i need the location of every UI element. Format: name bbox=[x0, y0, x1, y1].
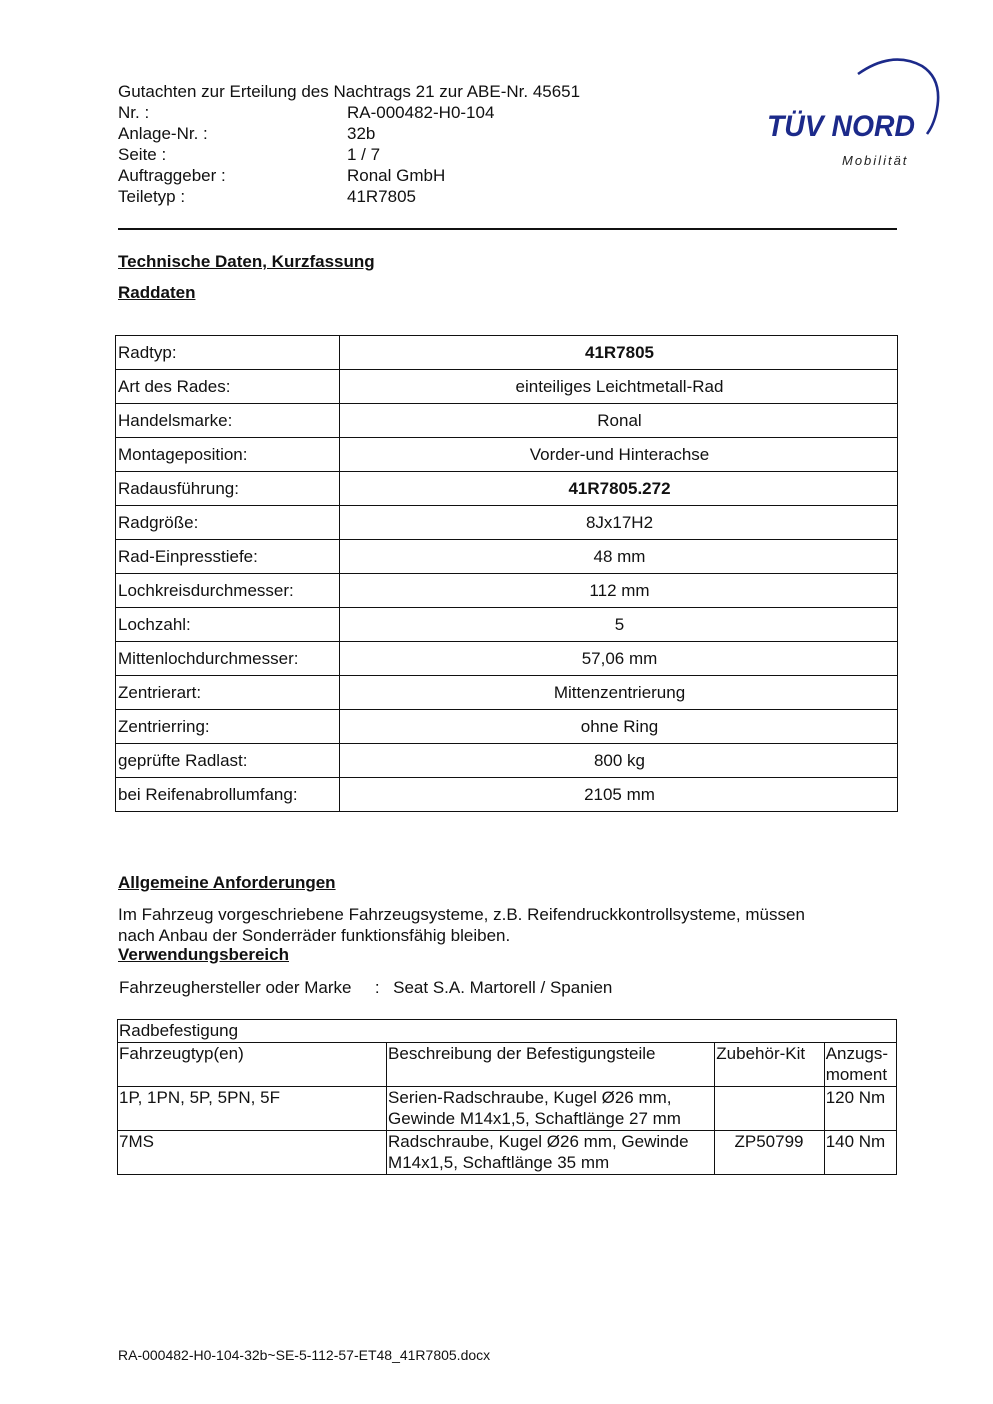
description-line: M14x1,5, Schaftlänge 35 mm bbox=[388, 1153, 610, 1172]
header-row-seite bbox=[118, 144, 380, 165]
header-value: 41R7805 bbox=[347, 187, 417, 206]
wheel-attribute-label: Radtyp: bbox=[116, 336, 340, 370]
wheel-attribute-label: bei Reifenabrollumfang: bbox=[116, 778, 340, 812]
mounting-table bbox=[117, 1019, 897, 1175]
wheel-attribute-value: 5 bbox=[340, 608, 898, 642]
requirements-line: Im Fahrzeug vorgeschriebene Fahrzeugsysteme, z.B. Reifendruckkontrollsysteme, müssen bbox=[118, 905, 805, 924]
footer-filename: RA-000482-H0-104-32b~SE-5-112-57-ET48_41R7805.docx bbox=[118, 1347, 491, 1363]
wheel-attribute-label: Radgröße: bbox=[116, 506, 340, 540]
mounting-title: Radbefestigung bbox=[118, 1020, 897, 1043]
table-row bbox=[116, 404, 898, 438]
wheel-attribute-value: 800 kg bbox=[340, 744, 898, 778]
header-value: RA-000482-H0-104 bbox=[347, 103, 495, 122]
header-label: Seite : bbox=[118, 145, 167, 164]
torque-cell: 140 Nm bbox=[824, 1131, 896, 1175]
wheel-attribute-label: Lochzahl: bbox=[116, 608, 340, 642]
header-value: 32b bbox=[347, 124, 376, 143]
section-technical-title: Technische Daten, Kurzfassung bbox=[118, 252, 375, 271]
logo-brand: TÜV NORD bbox=[767, 110, 915, 143]
table-row bbox=[116, 642, 898, 676]
kit-cell bbox=[715, 1087, 824, 1131]
table-row bbox=[116, 778, 898, 812]
manufacturer-value: Seat S.A. Martorell / Spanien bbox=[393, 978, 613, 997]
description-cell bbox=[387, 1087, 715, 1131]
wheel-attribute-label: Radausführung: bbox=[116, 472, 340, 506]
description-cell bbox=[387, 1131, 715, 1175]
requirements-line: nach Anbau der Sonderräder funktionsfähig bleiben. bbox=[118, 926, 511, 945]
wheel-attribute-label: Zentrierart: bbox=[116, 676, 340, 710]
wheel-attribute-label: Lochkreisdurchmesser: bbox=[116, 574, 340, 608]
section-wheel-title: Raddaten bbox=[118, 283, 196, 302]
manufacturer-separator: : bbox=[374, 978, 380, 997]
vehicle-types-cell: 7MS bbox=[118, 1131, 387, 1175]
wheel-attribute-label: Handelsmarke: bbox=[116, 404, 340, 438]
table-row bbox=[116, 574, 898, 608]
wheel-attribute-value: einteiliges Leichtmetall-Rad bbox=[340, 370, 898, 404]
header-vehicle-types: Fahrzeugtyp(en) bbox=[118, 1043, 387, 1087]
description-line: Radschraube, Kugel Ø26 mm, Gewinde bbox=[388, 1132, 689, 1151]
wheel-attribute-label: geprüfte Radlast: bbox=[116, 744, 340, 778]
requirements-text bbox=[118, 904, 898, 946]
header-label: Auftraggeber : bbox=[118, 166, 226, 185]
header-value: 1 / 7 bbox=[347, 145, 381, 164]
table-row bbox=[118, 1131, 897, 1175]
header-accessory-kit: Zubehör-Kit bbox=[715, 1043, 824, 1087]
table-row bbox=[116, 710, 898, 744]
mounting-title-row bbox=[118, 1020, 897, 1043]
wheel-attribute-value: 57,06 mm bbox=[340, 642, 898, 676]
table-row bbox=[116, 676, 898, 710]
header-row-nr bbox=[118, 102, 494, 123]
wheel-attribute-value: Mittenzentrierung bbox=[340, 676, 898, 710]
wheel-attribute-label: Rad-Einpresstiefe: bbox=[116, 540, 340, 574]
header-torque-line: moment bbox=[825, 1065, 888, 1084]
wheel-attribute-label: Art des Rades: bbox=[116, 370, 340, 404]
header-label: Teiletyp : bbox=[118, 187, 186, 206]
wheel-attribute-value: 41R7805 bbox=[340, 336, 898, 370]
description-line: Serien-Radschraube, Kugel Ø26 mm, bbox=[388, 1088, 672, 1107]
table-row bbox=[116, 438, 898, 472]
wheel-attribute-value: Vorder-und Hinterachse bbox=[340, 438, 898, 472]
header-divider bbox=[118, 228, 897, 230]
header-row-auftraggeber bbox=[118, 165, 445, 186]
table-row bbox=[118, 1087, 897, 1131]
wheel-attribute-value: ohne Ring bbox=[340, 710, 898, 744]
table-row bbox=[116, 540, 898, 574]
header-torque bbox=[824, 1043, 896, 1087]
wheel-attribute-label: Mittenlochdurchmesser: bbox=[116, 642, 340, 676]
table-row bbox=[116, 608, 898, 642]
manufacturer-label: Fahrzeughersteller oder Marke bbox=[119, 978, 352, 997]
wheel-attribute-label: Zentrierring: bbox=[116, 710, 340, 744]
section-requirements-title: Allgemeine Anforderungen bbox=[118, 873, 336, 892]
vehicle-types-cell: 1P, 1PN, 5P, 5PN, 5F bbox=[118, 1087, 387, 1131]
header-torque-line: Anzugs- bbox=[825, 1044, 889, 1063]
header-label: Anlage-Nr. : bbox=[118, 124, 208, 143]
wheel-attribute-value: 2105 mm bbox=[340, 778, 898, 812]
wheel-attribute-value: 8Jx17H2 bbox=[340, 506, 898, 540]
wheel-attribute-value: 41R7805.272 bbox=[340, 472, 898, 506]
wheel-attribute-value: 48 mm bbox=[340, 540, 898, 574]
wheel-attribute-label: Montageposition: bbox=[116, 438, 340, 472]
header-row-anlage bbox=[118, 123, 375, 144]
table-row bbox=[116, 336, 898, 370]
wheel-data-table bbox=[115, 335, 898, 812]
mounting-header-row bbox=[118, 1043, 897, 1087]
description-line: Gewinde M14x1,5, Schaftlänge 27 mm bbox=[388, 1109, 681, 1128]
table-row bbox=[116, 472, 898, 506]
section-usage-title: Verwendungsbereich bbox=[118, 945, 289, 964]
kit-cell: ZP50799 bbox=[715, 1131, 824, 1175]
wheel-attribute-value: Ronal bbox=[340, 404, 898, 438]
document-title: Gutachten zur Erteilung des Nachtrags 21 zur ABE-Nr. 45651 bbox=[118, 82, 581, 101]
tuv-nord-logo bbox=[762, 56, 942, 174]
torque-cell: 120 Nm bbox=[824, 1087, 896, 1131]
table-row bbox=[116, 506, 898, 540]
header-value: Ronal GmbH bbox=[347, 166, 446, 185]
wheel-attribute-value: 112 mm bbox=[340, 574, 898, 608]
header-label: Nr. : bbox=[118, 103, 150, 122]
table-row bbox=[116, 370, 898, 404]
header-description: Beschreibung der Befestigungsteile bbox=[387, 1043, 715, 1087]
header-row-teiletyp bbox=[118, 186, 416, 207]
manufacturer-line bbox=[119, 978, 612, 998]
logo-subtitle: Mobilität bbox=[842, 153, 909, 168]
table-row bbox=[116, 744, 898, 778]
